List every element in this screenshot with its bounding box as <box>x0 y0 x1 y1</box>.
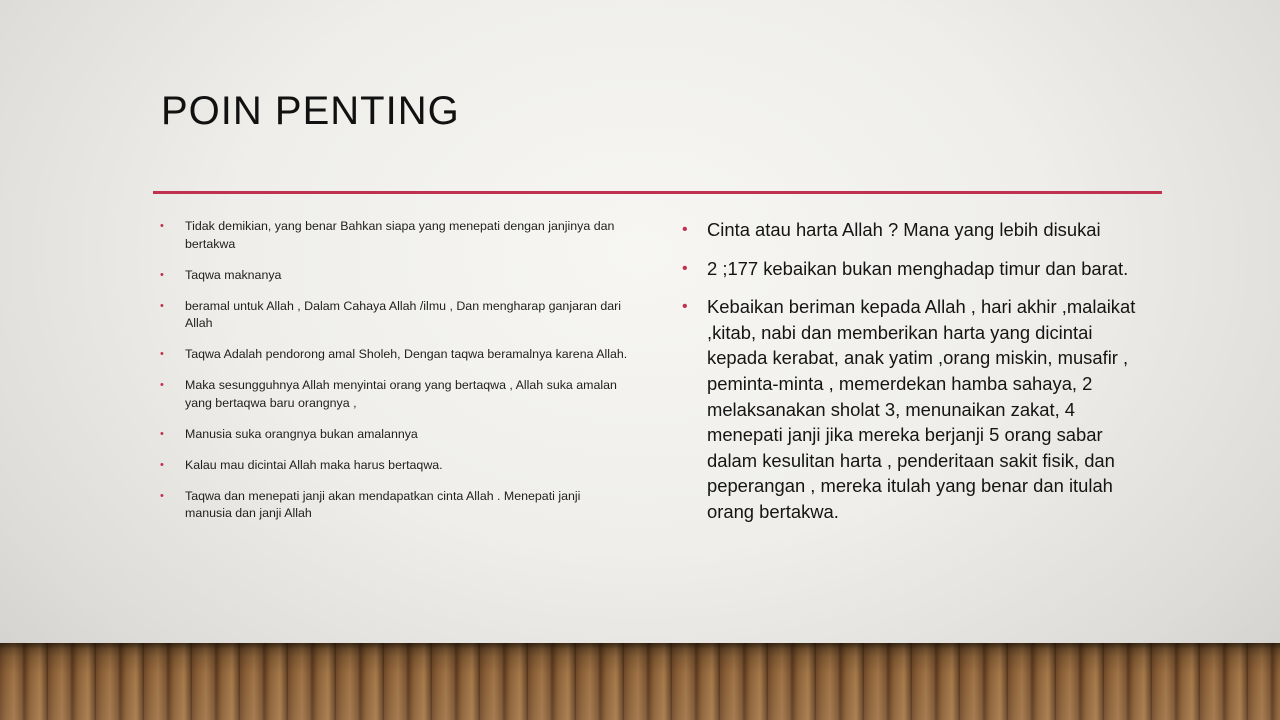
list-item-text: 2 ;177 kebaikan bukan menghadap timur dan barat. <box>707 257 1129 279</box>
list-item <box>682 256 1144 282</box>
bullet-icon: • <box>160 379 164 391</box>
list-item <box>160 298 630 333</box>
list-item-text: Taqwa dan menepati janji akan mendapatkan cinta Allah . Menepati janji manusia dan janji Allah <box>185 488 581 520</box>
list-item-text: Manusia suka orangnya bukan amalannya <box>185 426 418 441</box>
bullet-icon: • <box>682 298 688 316</box>
slide-title: POIN PENTING <box>161 89 460 133</box>
bullet-icon: • <box>160 348 164 360</box>
list-item <box>160 426 630 444</box>
list-item-text: Taqwa maknanya <box>185 267 282 282</box>
right-bullet-list <box>682 217 1144 538</box>
bullet-icon: • <box>160 220 164 232</box>
list-item <box>160 346 630 364</box>
list-item <box>682 294 1144 524</box>
list-item-text: Tidak demikian, yang benar Bahkan siapa yang menepati dengan janjinya dan bertakwa <box>185 219 615 251</box>
list-item-text: Maka sesungguhnya Allah menyintai orang yang bertaqwa , Allah suka amalan yang bertaqwa baru orangnya , <box>185 378 617 410</box>
title-divider <box>153 191 1162 194</box>
list-item <box>160 488 630 523</box>
list-item-text: beramal untuk Allah , Dalam Cahaya Allah /ilmu , Dan mengharap ganjaran dari Allah <box>185 298 621 330</box>
list-item-text: Kebaikan beriman kepada Allah , hari akhir ,malaikat ,kitab, nabi dan memberikan harta yang dicintai kepada kerabat, anak yatim ,orang miskin, musafir , peminta-minta , memerdekan hamba sahaya, 2 melaksanakan sholat 3, menunaikan zakat, 4 menepati janji jika mereka berjanji 5 orang sabar dalam kesulitan harta , penderitaan sakit fisik, dan peperangan , mereka itulah yang benar dan itulah orang bertakwa. <box>707 296 1136 522</box>
list-item <box>682 217 1144 243</box>
bullet-icon: • <box>682 221 688 238</box>
bullet-icon: • <box>682 259 688 277</box>
list-item <box>160 377 630 412</box>
bullet-icon: • <box>160 427 164 440</box>
bullet-icon: • <box>160 489 164 502</box>
floor-shading <box>0 643 1280 720</box>
list-item <box>160 218 630 253</box>
list-item <box>160 457 630 475</box>
bullet-icon: • <box>160 458 164 471</box>
left-bullet-list <box>160 218 630 536</box>
list-item-text: Kalau mau dicintai Allah maka harus bertaqwa. <box>185 457 443 472</box>
list-item-text: Cinta atau harta Allah ? Mana yang lebih disukai <box>707 219 1101 240</box>
bullet-icon: • <box>160 299 164 312</box>
bullet-icon: • <box>160 268 164 281</box>
list-item-text: Taqwa Adalah pendorong amal Sholeh, Dengan taqwa beramalnya karena Allah. <box>185 347 628 361</box>
list-item <box>160 267 630 285</box>
